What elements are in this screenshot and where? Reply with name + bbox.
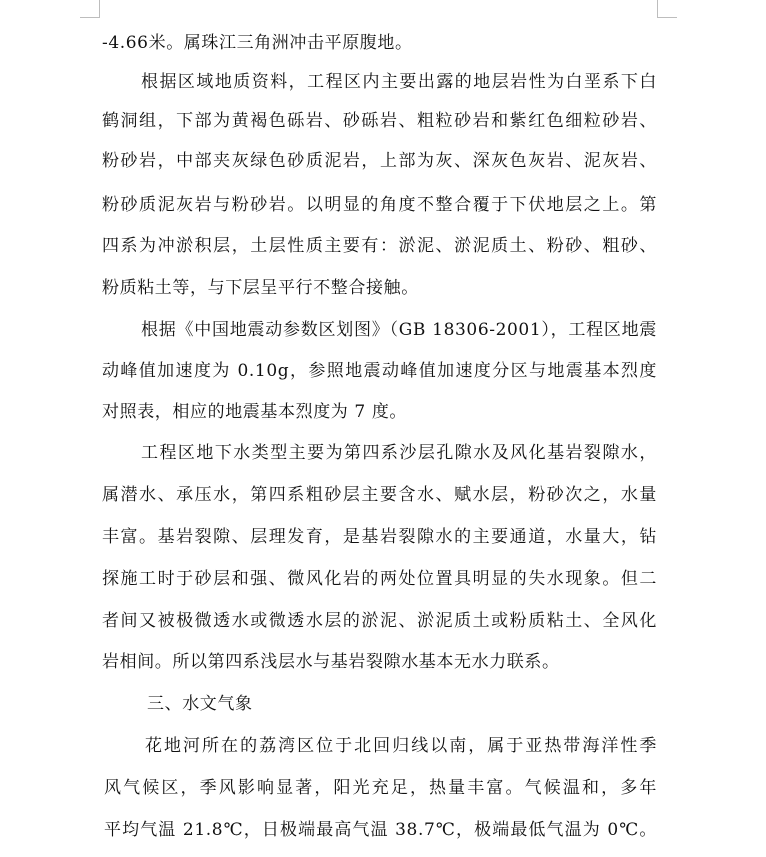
text-line: -4.66米。属珠江三角洲冲击平原腹地。 — [102, 33, 413, 53]
section-heading: 三、水文气象 — [147, 694, 253, 714]
text-line: 动峰值加速度为 0.10g，参照地震动峰值加速度分区与地震基本烈度 — [102, 361, 657, 381]
crop-mark-top-right-vertical — [657, 0, 658, 18]
crop-mark-top-left-vertical — [99, 0, 100, 18]
text-line: 花地河所在的荔湾区位于北回归线以南，属于亚热带海洋性季 — [145, 736, 657, 756]
text-line: 探施工时于砂层和强、微风化岩的两处位置具明显的失水现象。但二 — [102, 569, 657, 589]
text-line: 对照表，相应的地震基本烈度为 7 度。 — [102, 402, 408, 422]
text-line: 粉砂岩，中部夹灰绿色砂质泥岩，上部为灰、深灰色灰岩、泥灰岩、 — [102, 151, 657, 171]
text-line: 丰富。基岩裂隙、层理发育，是基岩裂隙水的主要通道，水量大，钻 — [102, 527, 657, 547]
crop-mark-top-right-horizontal — [657, 17, 677, 18]
text-line: 根据区域地质资料，工程区内主要出露的地层岩性为白垩系下白 — [141, 72, 657, 92]
text-line: 者间又被极微透水或微透水层的淤泥、淤泥质土或粉质粘土、全风化 — [102, 611, 657, 631]
text-line: 工程区地下水类型主要为第四系沙层孔隙水及风化基岩裂隙水， — [141, 443, 657, 463]
text-line: 属潜水、承压水，第四系粗砂层主要含水、赋水层，粉砂次之，水量 — [102, 485, 657, 505]
crop-mark-top-left-horizontal — [80, 17, 100, 18]
text-line: 根据《中国地震动参数区划图》（GB 18306-2001），工程区地震 — [141, 320, 657, 340]
text-line: 平均气温 21.8℃，日极端最高气温 38.7℃，极端最低气温为 0℃。 — [104, 820, 657, 840]
text-line: 风气候区，季风影响显著，阳光充足，热量丰富。气候温和，多年 — [104, 778, 657, 798]
text-line: 岩相间。所以第四系浅层水与基岩裂隙水基本无水力联系。 — [102, 652, 560, 672]
text-line: 粉质粘土等，与下层呈平行不整合接触。 — [102, 278, 419, 298]
text-line: 鹤洞组，下部为黄褐色砾岩、砂砾岩、粗粒砂岩和紫红色细粒砂岩、 — [102, 111, 657, 131]
text-line: 粉砂质泥灰岩与粉砂岩。以明显的角度不整合覆于下伏地层之上。第 — [102, 195, 657, 215]
text-line: 四系为冲淤积层，土层性质主要有：淤泥、淤泥质土、粉砂、粗砂、 — [102, 236, 657, 256]
